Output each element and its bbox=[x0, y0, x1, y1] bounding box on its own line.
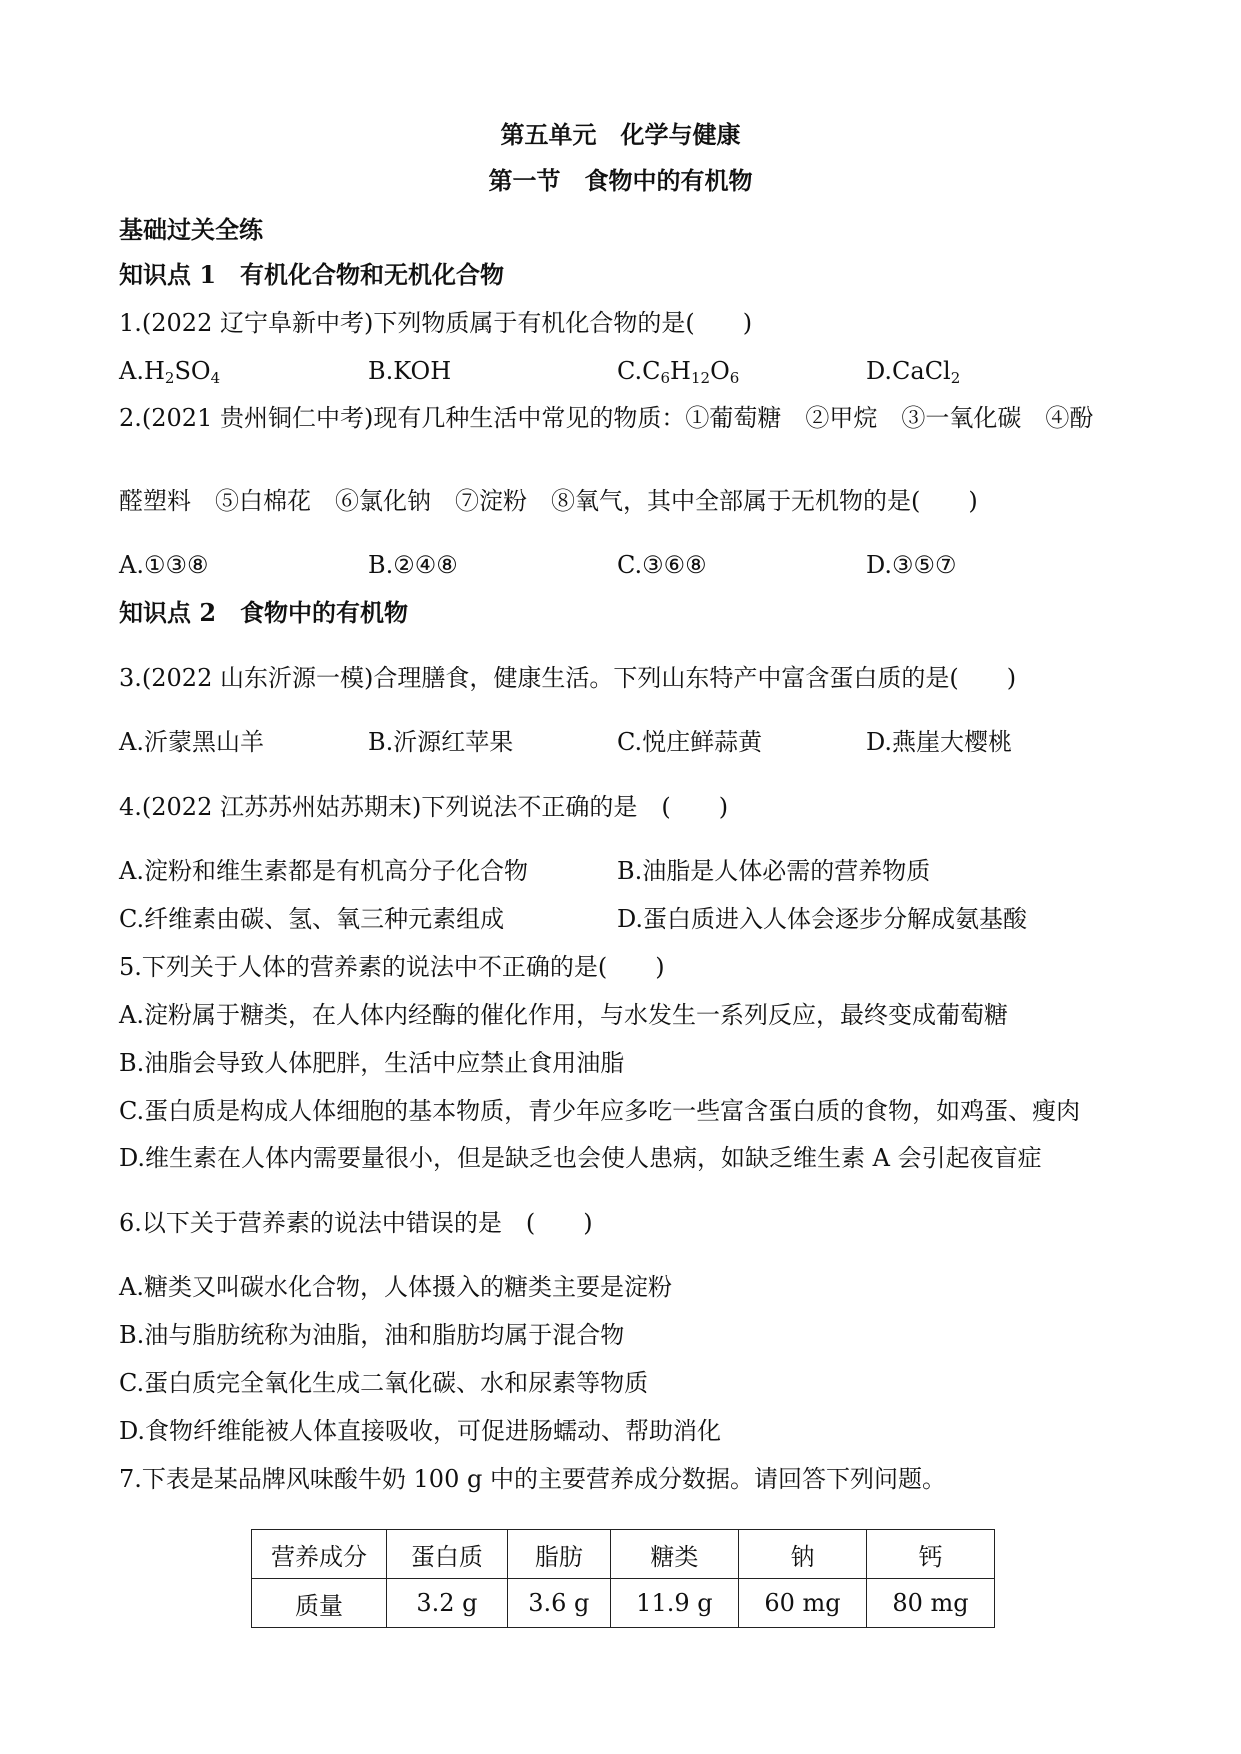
table-cell: 3.2 g bbox=[387, 1579, 508, 1628]
question-5-option-d: D.维生素在人体内需要量很小，但是缺乏也会使人患病，如缺乏维生素 A 会引起夜盲症 bbox=[119, 1144, 1042, 1172]
table-cell: 60 mg bbox=[739, 1579, 867, 1628]
question-1-stem: 1.(2022 辽宁阜新中考)下列物质属于有机化合物的是( ) bbox=[119, 309, 753, 337]
table-header-cell: 蛋白质 bbox=[387, 1530, 508, 1579]
section-title: 第一节 食物中的有机物 bbox=[488, 166, 753, 195]
question-3-option-a: A.沂蒙黑山羊 bbox=[119, 728, 264, 756]
question-2-option-d: D.③⑤⑦ bbox=[866, 551, 957, 579]
question-3-option-d: D.燕崖大樱桃 bbox=[866, 728, 1013, 756]
table-header-cell: 钙 bbox=[866, 1530, 994, 1579]
question-5-stem: 5.下列关于人体的营养素的说法中不正确的是( ) bbox=[119, 953, 665, 981]
table-header-cell: 糖类 bbox=[610, 1530, 738, 1579]
table-header-cell: 脂肪 bbox=[507, 1530, 610, 1579]
question-1-option-d: D.CaCl$_2$ bbox=[866, 357, 961, 387]
question-7-stem: 7.下表是某品牌风味酸牛奶 100 g 中的主要营养成分数据。请回答下列问题。 bbox=[119, 1465, 946, 1493]
table-header-cell: 营养成分 bbox=[252, 1530, 387, 1579]
question-6-option-a: A.糖类又叫碳水化合物，人体摄入的糖类主要是淀粉 bbox=[119, 1273, 672, 1301]
question-6-stem: 6.以下关于营养素的说法中错误的是 ( ) bbox=[119, 1209, 593, 1237]
table-row bbox=[252, 1579, 995, 1628]
question-4-option-a: A.淀粉和维生素都是有机高分子化合物 bbox=[119, 857, 528, 885]
question-4-option-c: C.纤维素由碳、氢、氧三种元素组成 bbox=[119, 905, 505, 933]
question-2-option-b: B.②④⑧ bbox=[368, 551, 458, 579]
question-5-option-b: B.油脂会导致人体肥胖，生活中应禁止食用油脂 bbox=[119, 1049, 625, 1077]
table-cell: 3.6 g bbox=[507, 1579, 610, 1628]
question-4-option-d: D.蛋白质进入人体会逐步分解成氨基酸 bbox=[617, 905, 1028, 933]
nutrition-table bbox=[251, 1529, 995, 1628]
question-2-stem-line-2: 醛塑料 ⑤白棉花 ⑥氯化钠 ⑦淀粉 ⑧氧气，其中全部属于无机物的是( ) bbox=[119, 487, 978, 515]
question-2-option-a: A.①③⑧ bbox=[119, 551, 209, 579]
knowledge-point-2: 知识点 2 食物中的有机物 bbox=[119, 598, 409, 627]
question-4-stem: 4.(2022 江苏苏州姑苏期末)下列说法不正确的是 ( ) bbox=[119, 793, 729, 821]
practice-title: 基础过关全练 bbox=[119, 215, 263, 244]
question-6-option-b: B.油与脂肪统称为油脂，油和脂肪均属于混合物 bbox=[119, 1321, 625, 1349]
unit-title: 第五单元 化学与健康 bbox=[500, 120, 741, 149]
table-cell: 质量 bbox=[252, 1579, 387, 1628]
question-4-option-b: B.油脂是人体必需的营养物质 bbox=[617, 857, 931, 885]
question-1-option-a: $A.H_2SO_4$ bbox=[119, 357, 221, 387]
question-1-option-b: B.KOH bbox=[368, 357, 452, 385]
question-3-stem: 3.(2022 山东沂源一模)合理膳食，健康生活。下列山东特产中富含蛋白质的是( ) bbox=[119, 664, 1017, 692]
question-6-option-d: D.食物纤维能被人体直接吸收，可促进肠蠕动、帮助消化 bbox=[119, 1417, 722, 1445]
question-1-option-c: $C.C_6H_{12}O_6$ bbox=[617, 357, 740, 387]
table-header-row bbox=[252, 1530, 995, 1579]
question-5-option-c: C.蛋白质是构成人体细胞的基本物质，青少年应多吃一些富含蛋白质的食物，如鸡蛋、瘦肉 bbox=[119, 1097, 1081, 1125]
question-3-option-b: B.沂源红苹果 bbox=[368, 728, 514, 756]
table-cell: 11.9 g bbox=[610, 1579, 738, 1628]
question-2-stem-line-1: 2.(2021 贵州铜仁中考)现有几种生活中常见的物质：①葡萄糖 ②甲烷 ③一氧化碳 ④酚 bbox=[119, 404, 1094, 432]
question-3-option-c: C.悦庄鲜蒜黄 bbox=[617, 728, 763, 756]
table-header-cell: 钠 bbox=[739, 1530, 867, 1579]
question-6-option-c: C.蛋白质完全氧化生成二氧化碳、水和尿素等物质 bbox=[119, 1369, 649, 1397]
question-5-option-a: A.淀粉属于糖类，在人体内经酶的催化作用，与水发生一系列反应，最终变成葡萄糖 bbox=[119, 1001, 1008, 1029]
table-cell: 80 mg bbox=[866, 1579, 994, 1628]
question-2-option-c: C.③⑥⑧ bbox=[617, 551, 707, 579]
knowledge-point-1: 知识点 1 有机化合物和无机化合物 bbox=[119, 260, 505, 289]
